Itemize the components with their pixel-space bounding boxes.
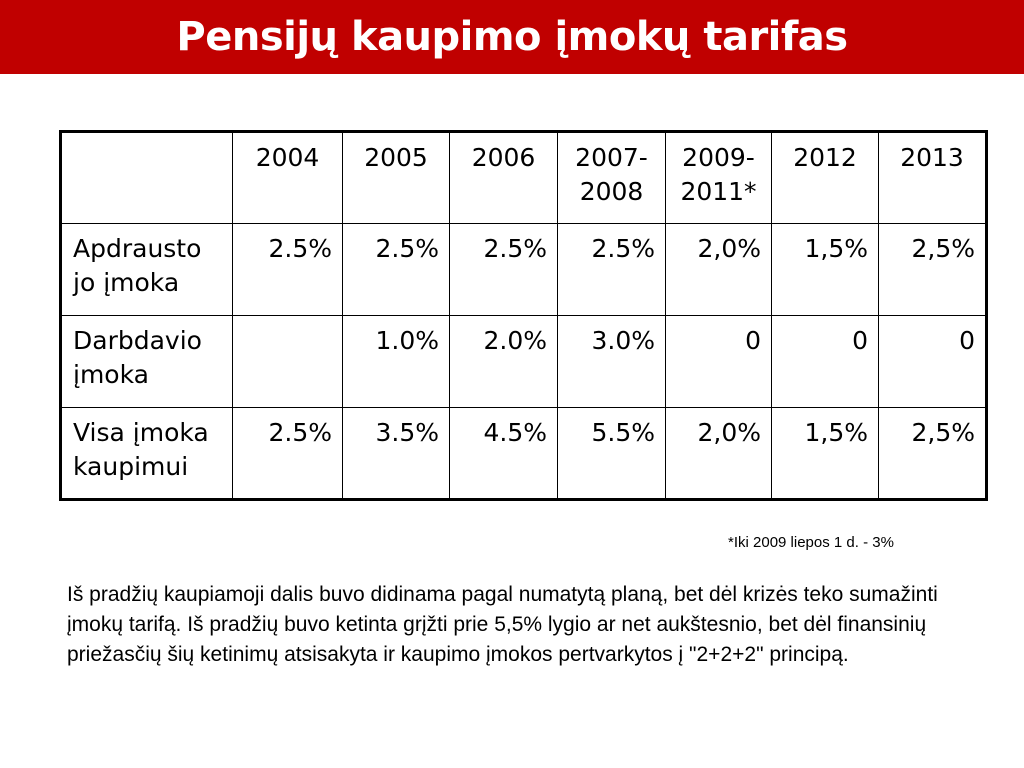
year-header: 2007- 2008	[558, 132, 666, 224]
table-cell: 2,0%	[666, 408, 772, 500]
table-cell: 1,5%	[772, 224, 879, 316]
table-cell	[233, 316, 343, 408]
table-cell: 0	[666, 316, 772, 408]
table-cell: 4.5%	[450, 408, 558, 500]
year-header: 2004	[233, 132, 343, 224]
table-row	[61, 316, 987, 408]
footnote: *Iki 2009 liepos 1 d. - 3%	[728, 534, 894, 551]
table-cell: 1,5%	[772, 408, 879, 500]
table-row	[61, 408, 987, 500]
year-header: 2012	[772, 132, 879, 224]
year-header: 2005	[343, 132, 450, 224]
table-cell: 2,5%	[879, 408, 987, 500]
table-cell: 0	[772, 316, 879, 408]
table-cell: 3.5%	[343, 408, 450, 500]
slide-title: Pensijų kaupimo įmokų tarifas	[176, 14, 848, 60]
tariff-table	[59, 130, 988, 501]
table-cell: 3.0%	[558, 316, 666, 408]
table-cell: 2.5%	[558, 224, 666, 316]
row-label: Visa įmoka kaupimui	[61, 408, 233, 500]
title-bar	[0, 0, 1024, 74]
table-cell: 2,0%	[666, 224, 772, 316]
table-corner-cell	[61, 132, 233, 224]
table-row	[61, 224, 987, 316]
table-cell: 2.0%	[450, 316, 558, 408]
table-cell: 2,5%	[879, 224, 987, 316]
table-cell: 2.5%	[233, 408, 343, 500]
explanation-paragraph: Iš pradžių kaupiamoji dalis buvo didinama pagal numatytą planą, bet dėl krizės teko sumažinti įmokų tarifą. Iš pradžių buvo ketinta grįžti prie 5,5% lygio ar net aukštesnio, bet dėl finansinių priežasčių šių ketinimų atsisakyta ir kaupimo įmokos pertvarkytos į "2+2+2" principą.	[67, 583, 938, 666]
table-cell: 2.5%	[450, 224, 558, 316]
table-cell: 0	[879, 316, 987, 408]
row-label: Darbdavio įmoka	[61, 316, 233, 408]
table-cell: 5.5%	[558, 408, 666, 500]
year-header: 2013	[879, 132, 987, 224]
table-cell: 2.5%	[343, 224, 450, 316]
table-cell: 1.0%	[343, 316, 450, 408]
year-header: 2009- 2011*	[666, 132, 772, 224]
year-header: 2006	[450, 132, 558, 224]
row-label: Apdrausto jo įmoka	[61, 224, 233, 316]
table-cell: 2.5%	[233, 224, 343, 316]
table-header-row	[61, 132, 987, 224]
